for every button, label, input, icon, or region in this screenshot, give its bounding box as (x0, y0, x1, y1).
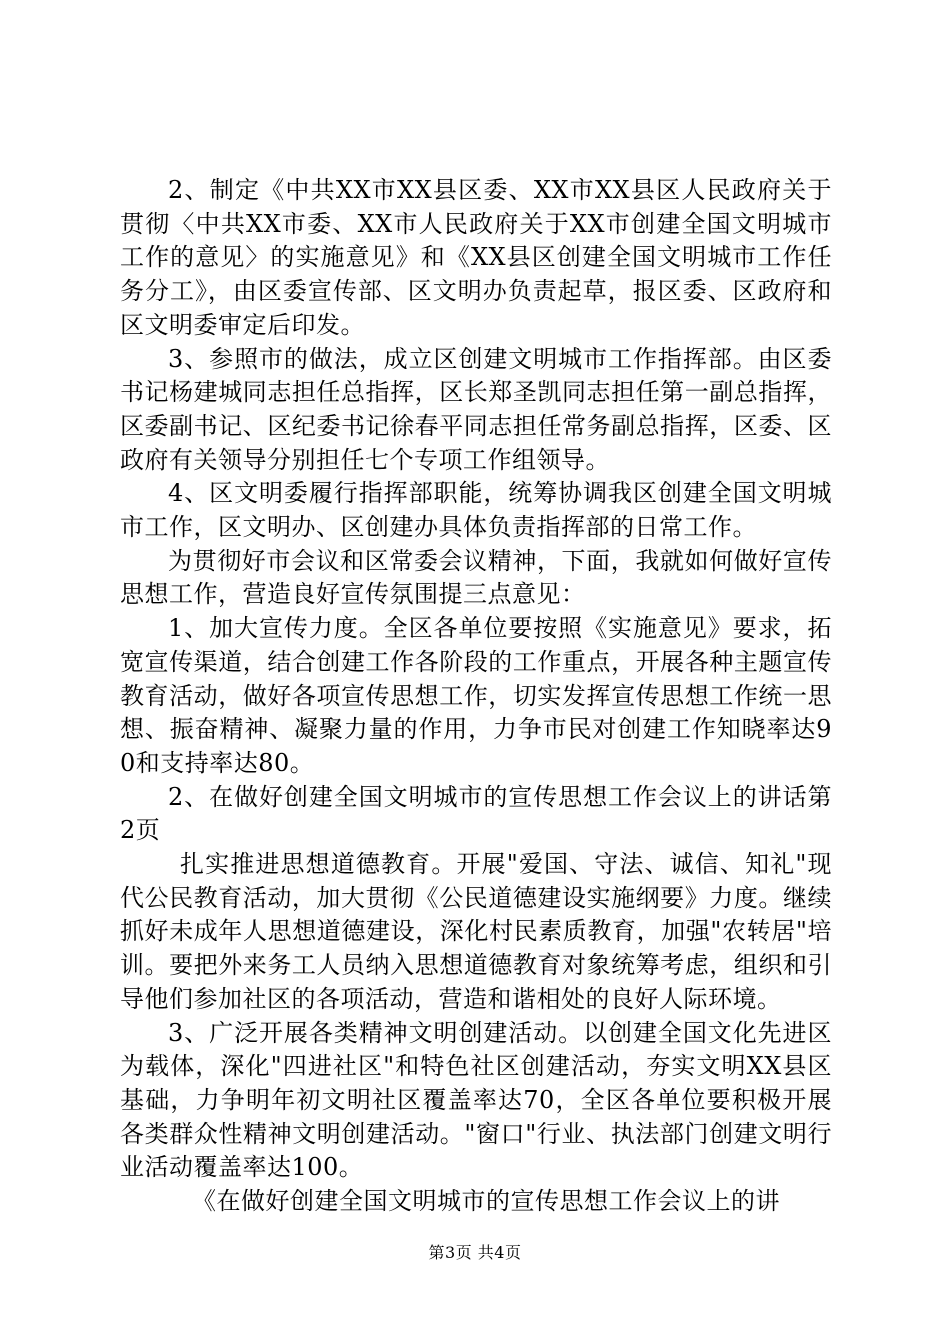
paragraph-item-4-committee: 4、区文明委履行指挥部职能，统筹协调我区创建全国文明城市工作，区文明办、区创建办具体负责指挥部的日常工作。 (120, 479, 832, 542)
paragraph-opinions-intro: 为贯彻好市会议和区常委会议精神，下面，我就如何做好宣传思想工作，营造良好宣传氛围提三点意见： (120, 546, 832, 609)
paragraph-item-3-command: 3、参照市的做法，成立区创建文明城市工作指挥部。由区委书记杨建城同志担任总指挥，区长郑圣凯同志担任第一副总指挥，区委副书记、区纪委书记徐春平同志担任常务副总指挥，区委、区政府有关领导分别担任七个专项工作组领导。 (120, 344, 832, 474)
paragraph-moral-education: 扎实推进思想道德教育。开展"爱国、守法、诚信、知礼"现代公民教育活动，加大贯彻《公民道德建设实施纲要》力度。继续抓好未成年人思想道德建设，深化村民素质教育，加强"农转居"培训。要把外来务工人员纳入思想道德教育对象统筹考虑，组织和引导他们参加社区的各项活动，营造和谐相处的良好人际环境。 (120, 850, 832, 1013)
paragraph-item-2-plan: 2、制定《中共XX市XX县区委、XX市XX县区人民政府关于贯彻〈中共XX市委、XX市人民政府关于XX市创建全国文明城市工作的意见〉的实施意见》和《XX县区创建全国文明城市工作任务分工》，由区委宣传部、区文明办负责起草，报区委、区政府和区文明委审定后印发。 (120, 176, 832, 339)
paragraph-title-continuation: 《在做好创建全国文明城市的宣传思想工作会议上的讲 (192, 1187, 780, 1216)
paragraph-opinion-3-activities: 3、广泛开展各类精神文明创建活动。以创建全国文化先进区为载体，深化"四进社区"和特色社区创建活动，夯实文明XX县区基础，力争明年初文明社区覆盖率达70，全区各单位要积极开展各类群众性精神文明创建活动。"窗口"行业、执法部门创建文明行业活动覆盖率达100。 (120, 1018, 832, 1182)
page-number-footer: 第3页 共4页 (428, 1243, 522, 1262)
paragraph-opinion-2-heading: 2、在做好创建全国文明城市的宣传思想工作会议上的讲话第2页 (120, 782, 832, 845)
paragraph-opinion-1-publicity: 1、加大宣传力度。全区各单位要按照《实施意见》要求，拓宽宣传渠道，结合创建工作各阶段的工作重点，开展各种主题宣传教育活动，做好各项宣传思想工作，切实发挥宣传思想工作统一思想、振奋精神、凝聚力量的作用，力争市民对创建工作知晓率达90和支持率达80。 (120, 614, 832, 777)
document-body (120, 174, 832, 1219)
